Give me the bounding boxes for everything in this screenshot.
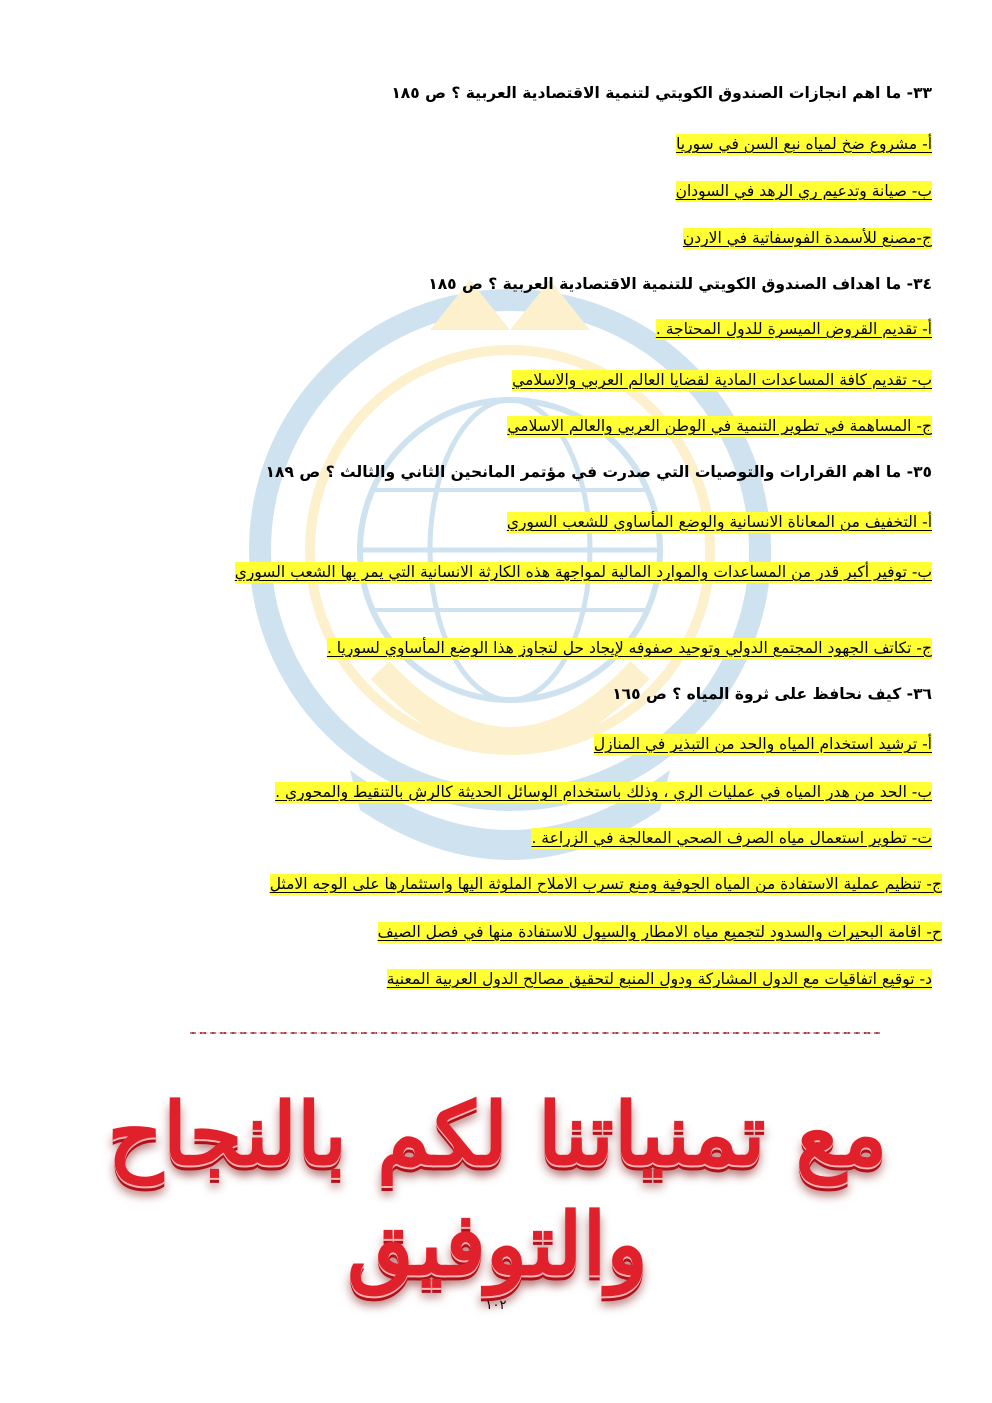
answer-33-a: أ- مشروع ضخ لمياه نبع السن في سوريا <box>676 135 932 153</box>
answer-33-c: ج-مصنع للأسمدة الفوسفاتية في الاردن <box>682 229 932 247</box>
question-36: ٣٦- كيف نحافظ على ثروة المياه ؟ ص ١٦٥ <box>612 685 932 703</box>
answer-33-b: ب- صيانة وتدعيم ري الرهد في السودان <box>675 182 932 200</box>
closing-banner: مع تمنياتنا لكم بالنجاح والتوفيق <box>107 1084 888 1295</box>
answer-36-c: ت- تطوير استعمال مياه الصرف الصحي المعالجة في الزراعة . <box>531 829 932 847</box>
answer-34-c: ج- المساهمة في تطوير التنمية في الوطن العربي والعالم الاسلامي <box>507 417 932 435</box>
answer-36-e: ح- اقامة البحيرات والسدود لتجميع مياه الامطار والسيول للاستفادة منها في فصل الصيف <box>377 923 942 941</box>
answer-36-a: أ- ترشيد استخدام المياه والحد من التبذير في المنازل <box>593 735 932 753</box>
answer-35-c: ج- تكاتف الجهود المجتمع الدولي وتوحيد صفوفه لإيجاد حل لتجاوز هذا الوضع المأساوي لسوريا . <box>326 639 932 657</box>
dashed-divider <box>190 1032 880 1034</box>
question-33: ٣٣- ما اهم انجازات الصندوق الكويتي لتنمية الاقتصادية العربية ؟ ص ١٨٥ <box>391 84 932 102</box>
answer-36-b: ب- الحد من هدر المياه في عمليات الري ، وذلك باستخدام الوسائل الحديثة كالرش بالتنقيط والمحوري . <box>275 783 932 801</box>
page-number: ١٠٢ <box>485 1298 507 1313</box>
question-34: ٣٤- ما اهداف الصندوق الكويتي للتنمية الاقتصادية العربية ؟ ص ١٨٥ <box>428 275 932 293</box>
answer-35-a: أ- التخفيف من المعاناة الانسانية والوضع المأساوي للشعب السوري <box>506 513 932 531</box>
answer-36-f: د- توقيع اتفاقيات مع الدول المشاركة ودول المنبع لتحقيق مصالح الدول العربية المعنية <box>386 970 932 988</box>
answer-36-d: ج- تنظيم عملية الاستفادة من المياه الجوفية ومنع تسرب الاملاح الملوثة اليها واستثمارها على الوجه الامثل <box>269 875 942 893</box>
answer-34-b: ب- تقديم كافة المساعدات المادية لقضايا العالم العربي والاسلامي <box>512 371 932 389</box>
answer-34-a: أ- تقديم القروض الميسرة للدول المحتاجة . <box>655 320 932 338</box>
question-35: ٣٥- ما اهم القرارات والتوصيات التي صدرت في مؤتمر المانحين الثاني والثالث ؟ ص ١٨٩ <box>265 463 932 481</box>
answer-35-b: ب- توفير أكبر قدر من المساعدات والموارد المالية لمواجهة هذه الكارثة الانسانية التي يمر بها الشعب السوري <box>234 563 932 581</box>
